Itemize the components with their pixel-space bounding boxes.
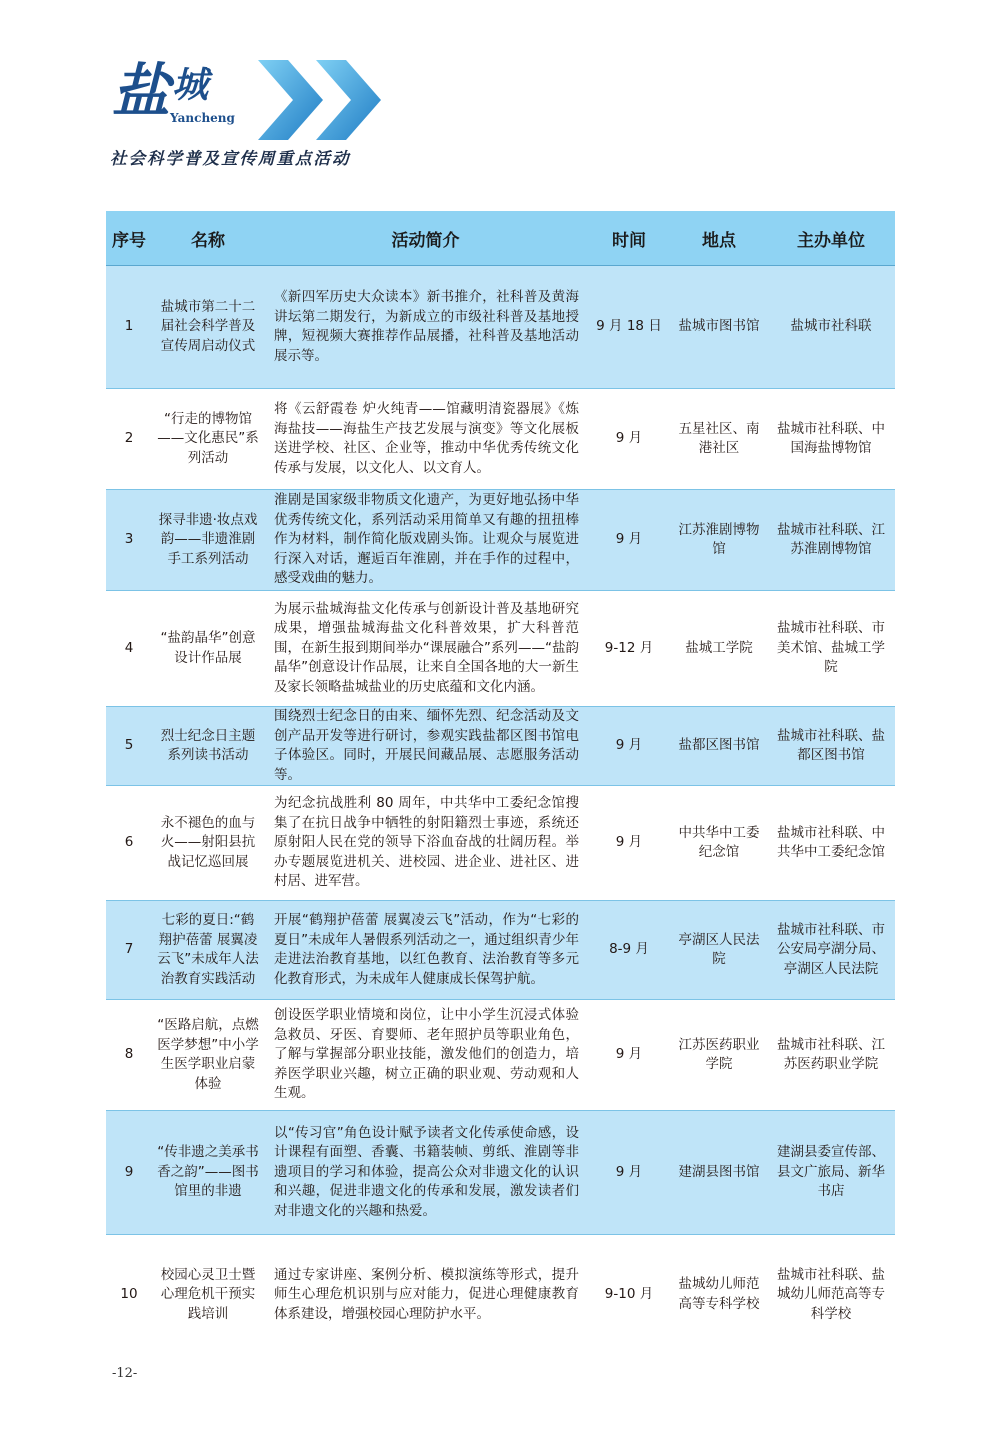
logo-char-yan: 盐 — [112, 57, 171, 125]
cell-no: 9 — [106, 1111, 152, 1235]
cell-name: 盐城市第二十二届社会科学普及宣传周启动仪式 — [152, 266, 264, 389]
cell-name: “传非遗之美承书香之韵”——图书馆里的非遗 — [152, 1111, 264, 1235]
table-row — [106, 901, 895, 1000]
cell-time: 9 月 — [587, 786, 671, 901]
cell-name: “医路启航，点燃医学梦想”中小学生医学职业启蒙体验 — [152, 1000, 264, 1111]
cell-name: 探寻非遗·妆点戏韵——非遗淮剧手工系列活动 — [152, 490, 264, 591]
page-subtitle: 社会科学普及宣传周重点活动 — [110, 149, 351, 168]
activities-table — [106, 211, 895, 1355]
cell-time: 8-9 月 — [587, 901, 671, 1000]
cell-time: 9-12 月 — [587, 591, 671, 707]
table-header-row — [106, 211, 895, 266]
cell-time: 9 月 18 日 — [587, 266, 671, 389]
cell-intro: 为展示盐城海盐文化传承与创新设计普及基地研究成果，增强盐城海盐文化科普效果，扩大科普范围，在新生报到期间举办“课展融合”系列——“盐韵晶华”创意设计作品展，让来自全国各地的大一新生及家长领略盐城盐业的历史底蕴和文化内涵。 — [264, 591, 587, 707]
table-row — [106, 1111, 895, 1235]
cell-name: 校园心灵卫士暨心理危机干预实践培训 — [160, 1266, 256, 1322]
cell-intro: 通过专家讲座、案例分析、模拟演练等形式，提升师生心理危机识别与应对能力，促进心理健康教育体系建设，增强校园心理防护水平。 — [274, 1266, 579, 1322]
column-header-intro: 活动简介 — [264, 211, 587, 266]
column-header-no: 序号 — [106, 211, 152, 266]
cell-host: 建湖县委宣传部、县文广旅局、新华书店 — [767, 1111, 895, 1235]
cell-place: 亭湖区人民法院 — [671, 901, 767, 1000]
cell-host: 盐城市社科联、盐都区图书馆 — [767, 707, 895, 786]
table-row — [106, 591, 895, 707]
cell-name: “行走的博物馆——文化惠民”系列活动 — [152, 389, 264, 490]
column-header-time: 时间 — [587, 211, 671, 266]
cell-host: 盐城市社科联、中共华中工委纪念馆 — [767, 786, 895, 901]
table-row — [106, 266, 895, 389]
cell-time: 9 月 — [587, 1000, 671, 1111]
cell-place: 盐城幼儿师范高等专科学校 — [678, 1276, 760, 1312]
cell-no: 10 — [120, 1286, 138, 1302]
cell-intro: 开展“鹤翔护蓓蕾 展翼凌云飞”活动，作为“七彩的夏日”未成年人暑假系列活动之一，通过组织青少年走进法治教育基地，以红色教育、法治教育等多元化教育形式，为未成年人健康成长保驾护航。 — [264, 901, 587, 1000]
cell-intro: 创设医学职业情境和岗位，让中小学生沉浸式体验急救员、牙医、育婴师、老年照护员等职业角色，了解与掌握部分职业技能，激发他们的创造力，培养医学职业兴趣，树立正确的职业观、劳动观和人生观。 — [264, 1000, 587, 1111]
cell-place: 江苏医药职业学院 — [671, 1000, 767, 1111]
logo-english: Yancheng — [170, 111, 235, 125]
cell-no: 6 — [106, 786, 152, 901]
cell-intro: 以“传习官”角色设计赋予读者文化传承使命感，设计课程有面塑、香囊、书籍装帧、剪纸、淮剧等非遗项目的学习和体验，提高公众对非遗文化的认识和兴趣，促进非遗文化的传承和发展，激发读者们对非遗文化的兴趣和热爱。 — [264, 1111, 587, 1235]
cell-no: 3 — [106, 490, 152, 591]
page-number: -12- — [112, 1366, 138, 1381]
cell-no: 1 — [106, 266, 152, 389]
table-row — [106, 1000, 895, 1111]
cell-place: 盐城工学院 — [671, 591, 767, 707]
cell-place: 盐城市图书馆 — [671, 266, 767, 389]
cell-place: 五星社区、南港社区 — [671, 389, 767, 490]
cell-place: 建湖县图书馆 — [671, 1111, 767, 1235]
cell-name: 七彩的夏日:“鹤翔护蓓蕾 展翼凌云飞”未成年人法治教育实践活动 — [152, 901, 264, 1000]
cell-no: 8 — [106, 1000, 152, 1111]
cell-time: 9 月 — [587, 490, 671, 591]
cell-host: 盐城市社科联、市公安局亭湖分局、亭湖区人民法院 — [767, 901, 895, 1000]
cell-place: 江苏淮剧博物馆 — [671, 490, 767, 591]
column-header-host: 主办单位 — [767, 211, 895, 266]
cell-place: 中共华中工委纪念馆 — [671, 786, 767, 901]
page-header — [0, 0, 1000, 200]
cell-place: 盐都区图书馆 — [671, 707, 767, 786]
cell-host: 盐城市社科联、江苏淮剧博物馆 — [767, 490, 895, 591]
cell-no: 2 — [106, 389, 152, 490]
cell-time: 9-10 月 — [604, 1286, 654, 1302]
cell-no: 7 — [106, 901, 152, 1000]
cell-name: “盐韵晶华”创意设计作品展 — [152, 591, 264, 707]
cell-intro: 围绕烈士纪念日的由来、缅怀先烈、纪念活动及文创产品开发等进行研讨，参观实践盐都区图书馆电子体验区。同时，开展民间藏品展、志愿服务活动等。 — [264, 707, 587, 786]
cell-no: 5 — [106, 707, 152, 786]
cell-name: 永不褪色的血与火——射阳县抗战记忆巡回展 — [152, 786, 264, 901]
column-header-name: 名称 — [152, 211, 264, 266]
logo-char-cheng: 城 — [172, 64, 209, 106]
cell-time: 9 月 — [587, 707, 671, 786]
cell-host: 盐城市社科联、中国海盐博物馆 — [767, 389, 895, 490]
cell-intro: 为纪念抗战胜利 80 周年，中共华中工委纪念馆搜集了在抗日战争中牺牲的射阳籍烈士事迹，系统还原射阳人民在党的领导下浴血奋战的壮阔历程。举办专题展览进机关、进校园、进企业、进社区、进村居、进军营。 — [264, 786, 587, 901]
cell-host: 盐城市社科联、盐城幼儿师范高等专科学校 — [777, 1266, 885, 1322]
double-chevron-icon — [258, 60, 393, 140]
cell-no: 4 — [106, 591, 152, 707]
cell-intro: 淮剧是国家级非物质文化遗产，为更好地弘扬中华优秀传统文化，系列活动采用简单又有趣的扭扭棒作为材料，制作简化版戏剧头饰。让观众与展览进行深入对话，邂逅百年淮剧，并在手作的过程中，感受戏曲的魅力。 — [264, 490, 587, 591]
cell-intro: 将《云舒霞卷 炉火纯青——馆藏明清瓷器展》《炼海盐技——海盐生产技艺发展与演变》等文化展板送进学校、社区、企业等，推动中华优秀传统文化传承与发展，以文化人、以文育人。 — [264, 389, 587, 490]
cell-time: 9 月 — [587, 1111, 671, 1235]
cell-name: 烈士纪念日主题系列读书活动 — [152, 707, 264, 786]
table-row — [106, 389, 895, 490]
cell-host: 盐城市社科联 — [767, 266, 895, 389]
column-header-place: 地点 — [671, 211, 767, 266]
cell-time: 9 月 — [587, 389, 671, 490]
table-row — [106, 1235, 895, 1355]
activities-table-container — [106, 211, 895, 1355]
cell-host: 盐城市社科联、市美术馆、盐城工学院 — [767, 591, 895, 707]
cell-host: 盐城市社科联、江苏医药职业学院 — [767, 1000, 895, 1111]
table-row — [106, 786, 895, 901]
cell-intro: 《新四军历史大众读本》新书推介，社科普及黄海讲坛第二期发行，为新成立的市级社科普及基地授牌，短视频大赛推荐作品展播，社科普及基地活动展示等。 — [264, 266, 587, 389]
table-row — [106, 707, 895, 786]
table-row — [106, 490, 895, 591]
